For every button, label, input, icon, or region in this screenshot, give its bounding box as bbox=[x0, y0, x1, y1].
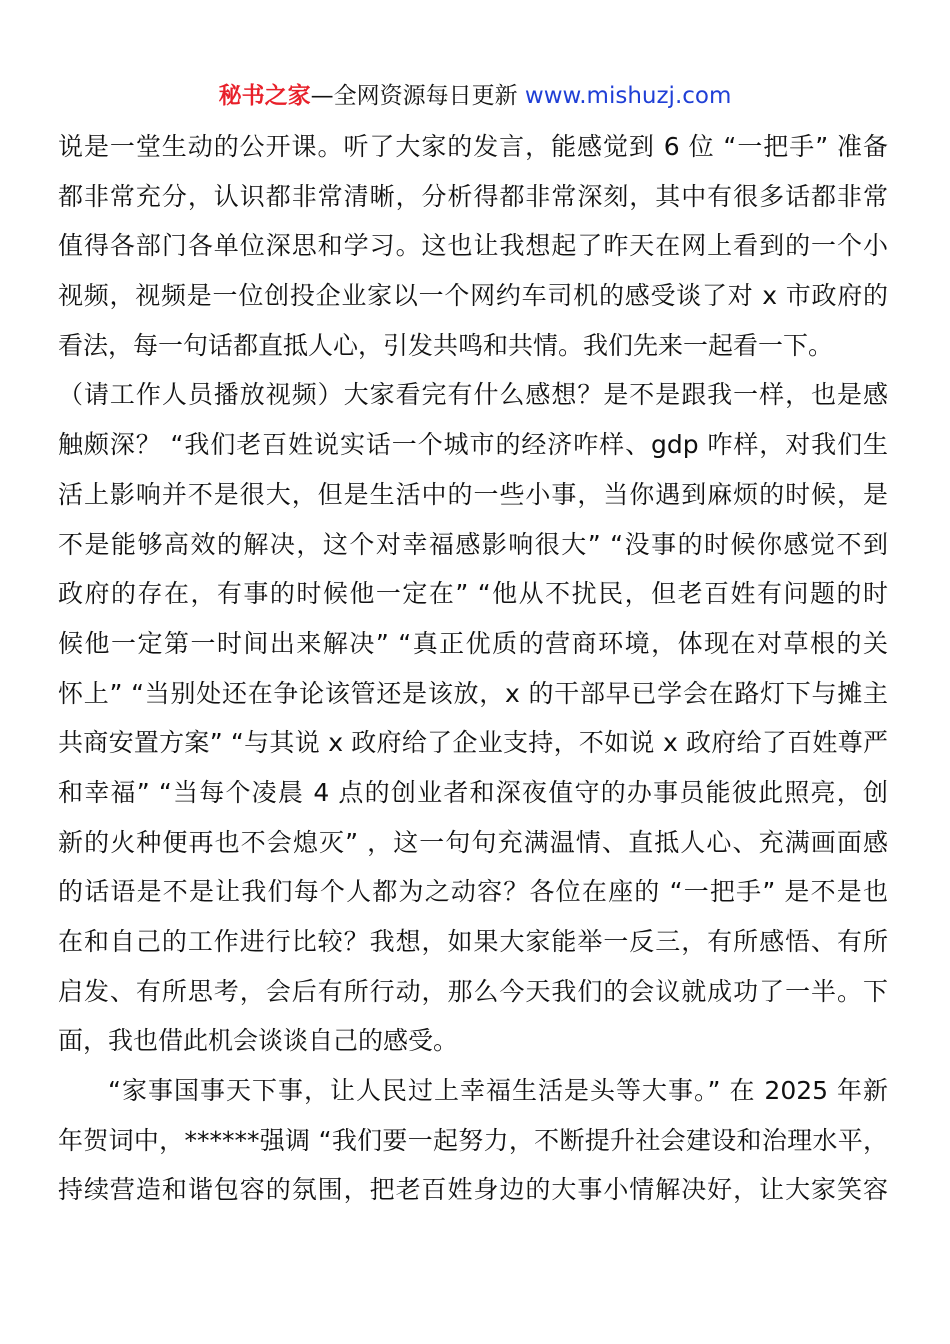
text-line: 触颇深？ “我们老百姓说实话一个城市的经济咋样、gdp 咋样，对我们生 bbox=[58, 430, 888, 460]
paragraph-first-line: “家事国事天下事，让人民过上幸福生活是头等大事。” 在 2025 年新 bbox=[108, 1076, 888, 1106]
text-line: 都非常充分，认识都非常清晰，分析得都非常深刻，其中有很多话都非常 bbox=[58, 181, 888, 211]
text-line: 新的火种便再也不会熄灭” ，这一句句充满温情、直抵人心、充满画面感 bbox=[58, 827, 888, 857]
text-line: 政府的存在，有事的时候他一定在” “他从不扰民，但老百姓有问题的时 bbox=[58, 579, 888, 609]
text-line: 年贺词中，******强调 “我们要一起努力，不断提升社会建设和治理水平， bbox=[58, 1125, 888, 1155]
text-line: 说是一堂生动的公开课。听了大家的发言，能感觉到 6 位 “一把手” 准备 bbox=[58, 132, 888, 161]
text-line: 在和自己的工作进行比较？我想，如果大家能举一反三，有所感悟、有所 bbox=[58, 927, 888, 956]
document-body bbox=[58, 122, 888, 1215]
site-header bbox=[0, 80, 950, 112]
text-line: 看法，每一句话都直抵人心，引发共鸣和共情。我们先来一起看一下。 bbox=[58, 330, 834, 360]
site-tagline: —全网资源每日更新 bbox=[310, 83, 518, 109]
text-line: 启发、有所思考，会后有所行动，那么今天我们的会议就成功了一半。下 bbox=[58, 976, 888, 1006]
text-line: 怀上” “当别处还在争论该管还是该放，x 的干部早已学会在路灯下与摊主 bbox=[58, 678, 888, 708]
text-line: 活上影响并不是很大，但是生活中的一些小事，当你遇到麻烦的时候，是 bbox=[58, 479, 888, 509]
text-line: 值得各部门各单位深思和学习。这也让我想起了昨天在网上看到的一个小 bbox=[58, 231, 888, 261]
text-line: 共商安置方案” “与其说 x 政府给了企业支持，不如说 x 政府给了百姓尊严 bbox=[58, 728, 888, 758]
text-line: 不是能够高效的解决，这个对幸福感影响很大” “没事的时候你感觉不到 bbox=[58, 529, 888, 559]
text-line: 持续营造和谐包容的氛围，把老百姓身边的大事小情解决好，让大家笑容 bbox=[58, 1175, 888, 1205]
text-line: 视频，视频是一位创投企业家以一个网约车司机的感受谈了对 x 市政府的 bbox=[58, 281, 888, 311]
site-url-link[interactable]: www.mishuzj.com bbox=[524, 83, 732, 109]
text-line: 的话语是不是让我们每个人都为之动容？各位在座的 “一把手” 是不是也 bbox=[58, 877, 888, 907]
text-line: 候他一定第一时间出来解决” “真正优质的营商环境，体现在对草根的关 bbox=[58, 628, 888, 658]
text-line: 和幸福” “当每个凌晨 4 点的创业者和深夜值守的办事员能彼此照亮，创 bbox=[58, 777, 888, 807]
text-line: 面，我也借此机会谈谈自己的感受。 bbox=[58, 1026, 459, 1056]
text-line: （请工作人员播放视频）大家看完有什么感想？是不是跟我一样，也是感 bbox=[58, 380, 888, 410]
site-brand: 秘书之家 bbox=[218, 83, 311, 109]
